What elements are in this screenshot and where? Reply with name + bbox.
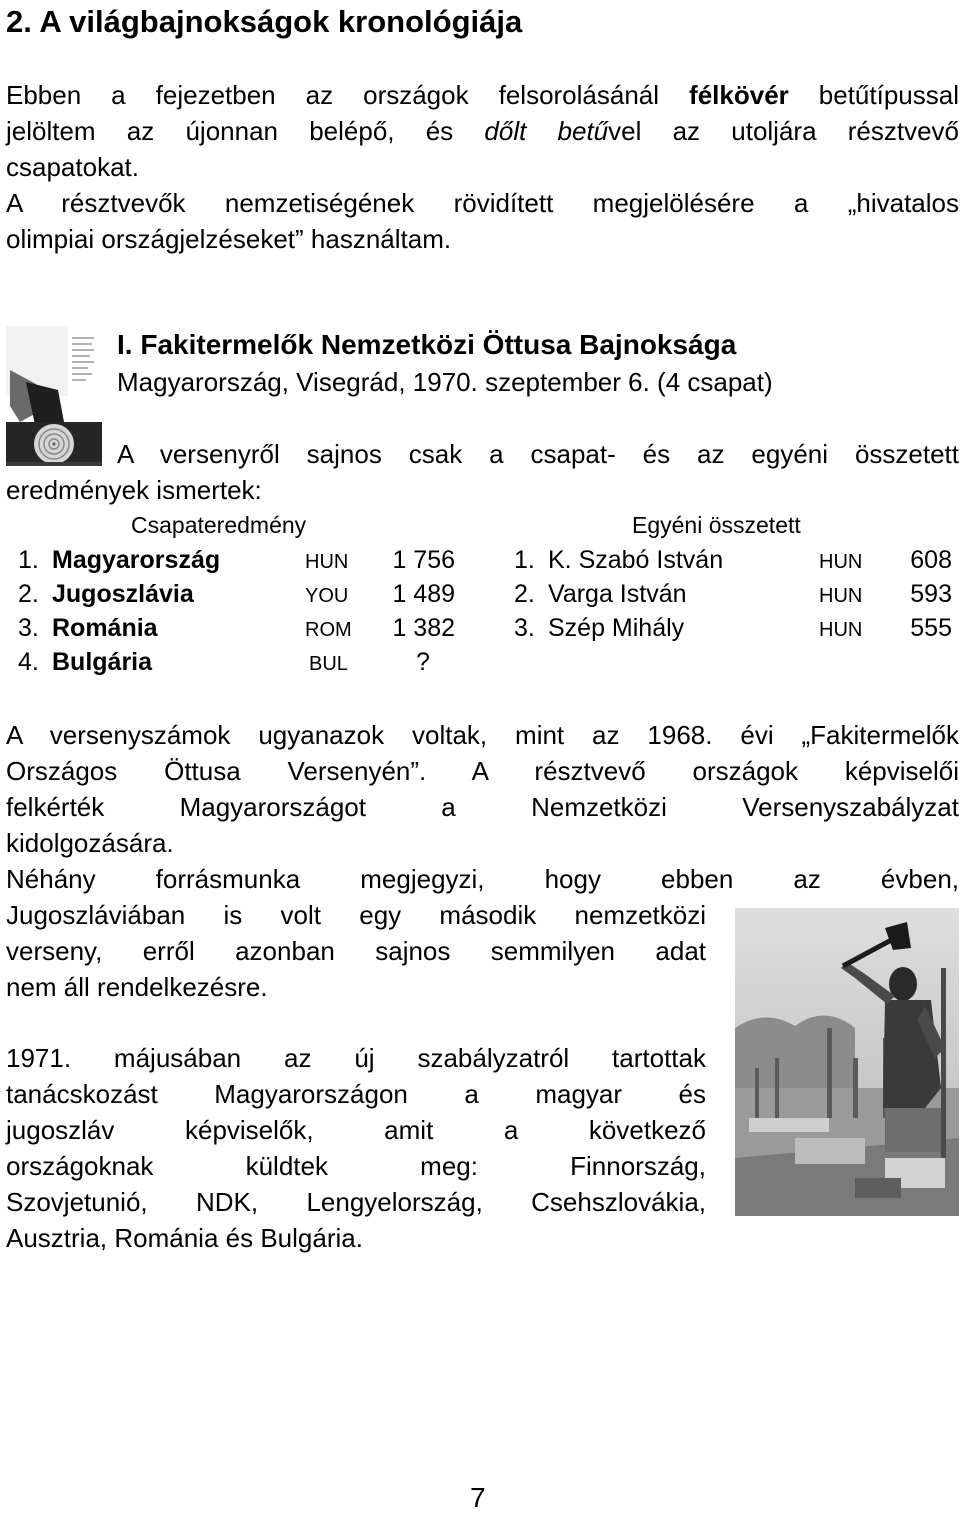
event-note: A versenyről sajnos csak a csapat- és az egyéni összetett — [117, 439, 959, 469]
intro-line-1: Ebben a fejezetben az országok felsorolásánál félkövér betűtípussal — [6, 80, 959, 110]
event-title: I. Fakitermelők Nemzetközi Öttusa Bajnoksága — [117, 329, 737, 360]
intro-paragraph — [6, 77, 959, 257]
intro-line-5: olimpiai országjelzéseket” használtam. — [6, 224, 452, 254]
event-location: Magyarország, Visegrád, 1970. szeptember 6. (4 csapat) — [117, 367, 773, 397]
body-paragraph-1: A versenyszámok ugyanazok voltak, mint az 1968. évi „Fakitermelők Országos Öttusa Versenyén”. A résztvevő országok képviselői felkérték Magyarországot a Nemzetközi Versenyszabályzat kidolgozására. Néhány forrásmunka megjegyzi, hogy ebben az évben, — [6, 720, 959, 894]
individual-results-header: Egyéni összetett — [632, 512, 801, 538]
page-number: 7 — [470, 1482, 486, 1513]
team-results-header: Csapateredmény — [131, 512, 307, 538]
body-paragraph-2: 1971. májusában az új szabályzatról tartottak tanácskozást Magyarországon a magyar és jugoszláv képviselők, amit a következő országoknak küldtek meg: Finnország, Szovjetunió, NDK, Lengyelország, Csehszlovákia, Ausztria, Románia és Bulgária. — [6, 1043, 706, 1253]
axe-poster-icon — [6, 326, 102, 466]
lumberjack-photo — [735, 908, 959, 1216]
intro-line-2: jelöltem az újonnan belépő, és dőlt betűvel az utoljára résztvevő — [6, 116, 960, 146]
lumberjack-photo-image — [735, 908, 959, 1216]
chapter-heading: 2. A világbajnokságok kronológiája — [6, 4, 523, 39]
table-row: 2. Jugoszlávia YOU 1 489 — [18, 580, 455, 608]
poster-thumbnail — [6, 326, 102, 466]
individual-results-table — [514, 543, 959, 645]
table-row: 2. Varga István HUN 593 — [514, 580, 952, 608]
table-row: 3. Románia ROM 1 382 — [18, 614, 455, 642]
table-row: 1. K. Szabó István HUN 608 — [514, 546, 952, 574]
table-row: 1. Magyarország HUN 1 756 — [18, 546, 455, 574]
event-note-line-2: eredmények ismertek: — [6, 475, 262, 505]
body-paragraph-1-narrow: Jugoszláviában is volt egy második nemzetközi verseny, erről azonban sajnos semmilyen adat nem áll rendelkezésre. — [6, 900, 706, 1002]
intro-line-3: csapatokat. — [6, 152, 139, 182]
table-row: 4. Bulgária BUL ? — [18, 648, 430, 676]
table-row: 3. Szép Mihály HUN 555 — [514, 614, 952, 642]
team-results-table — [18, 543, 463, 679]
intro-line-4: A résztvevők nemzetiségének rövidített megjelölésére a „hivatalos — [6, 188, 959, 218]
